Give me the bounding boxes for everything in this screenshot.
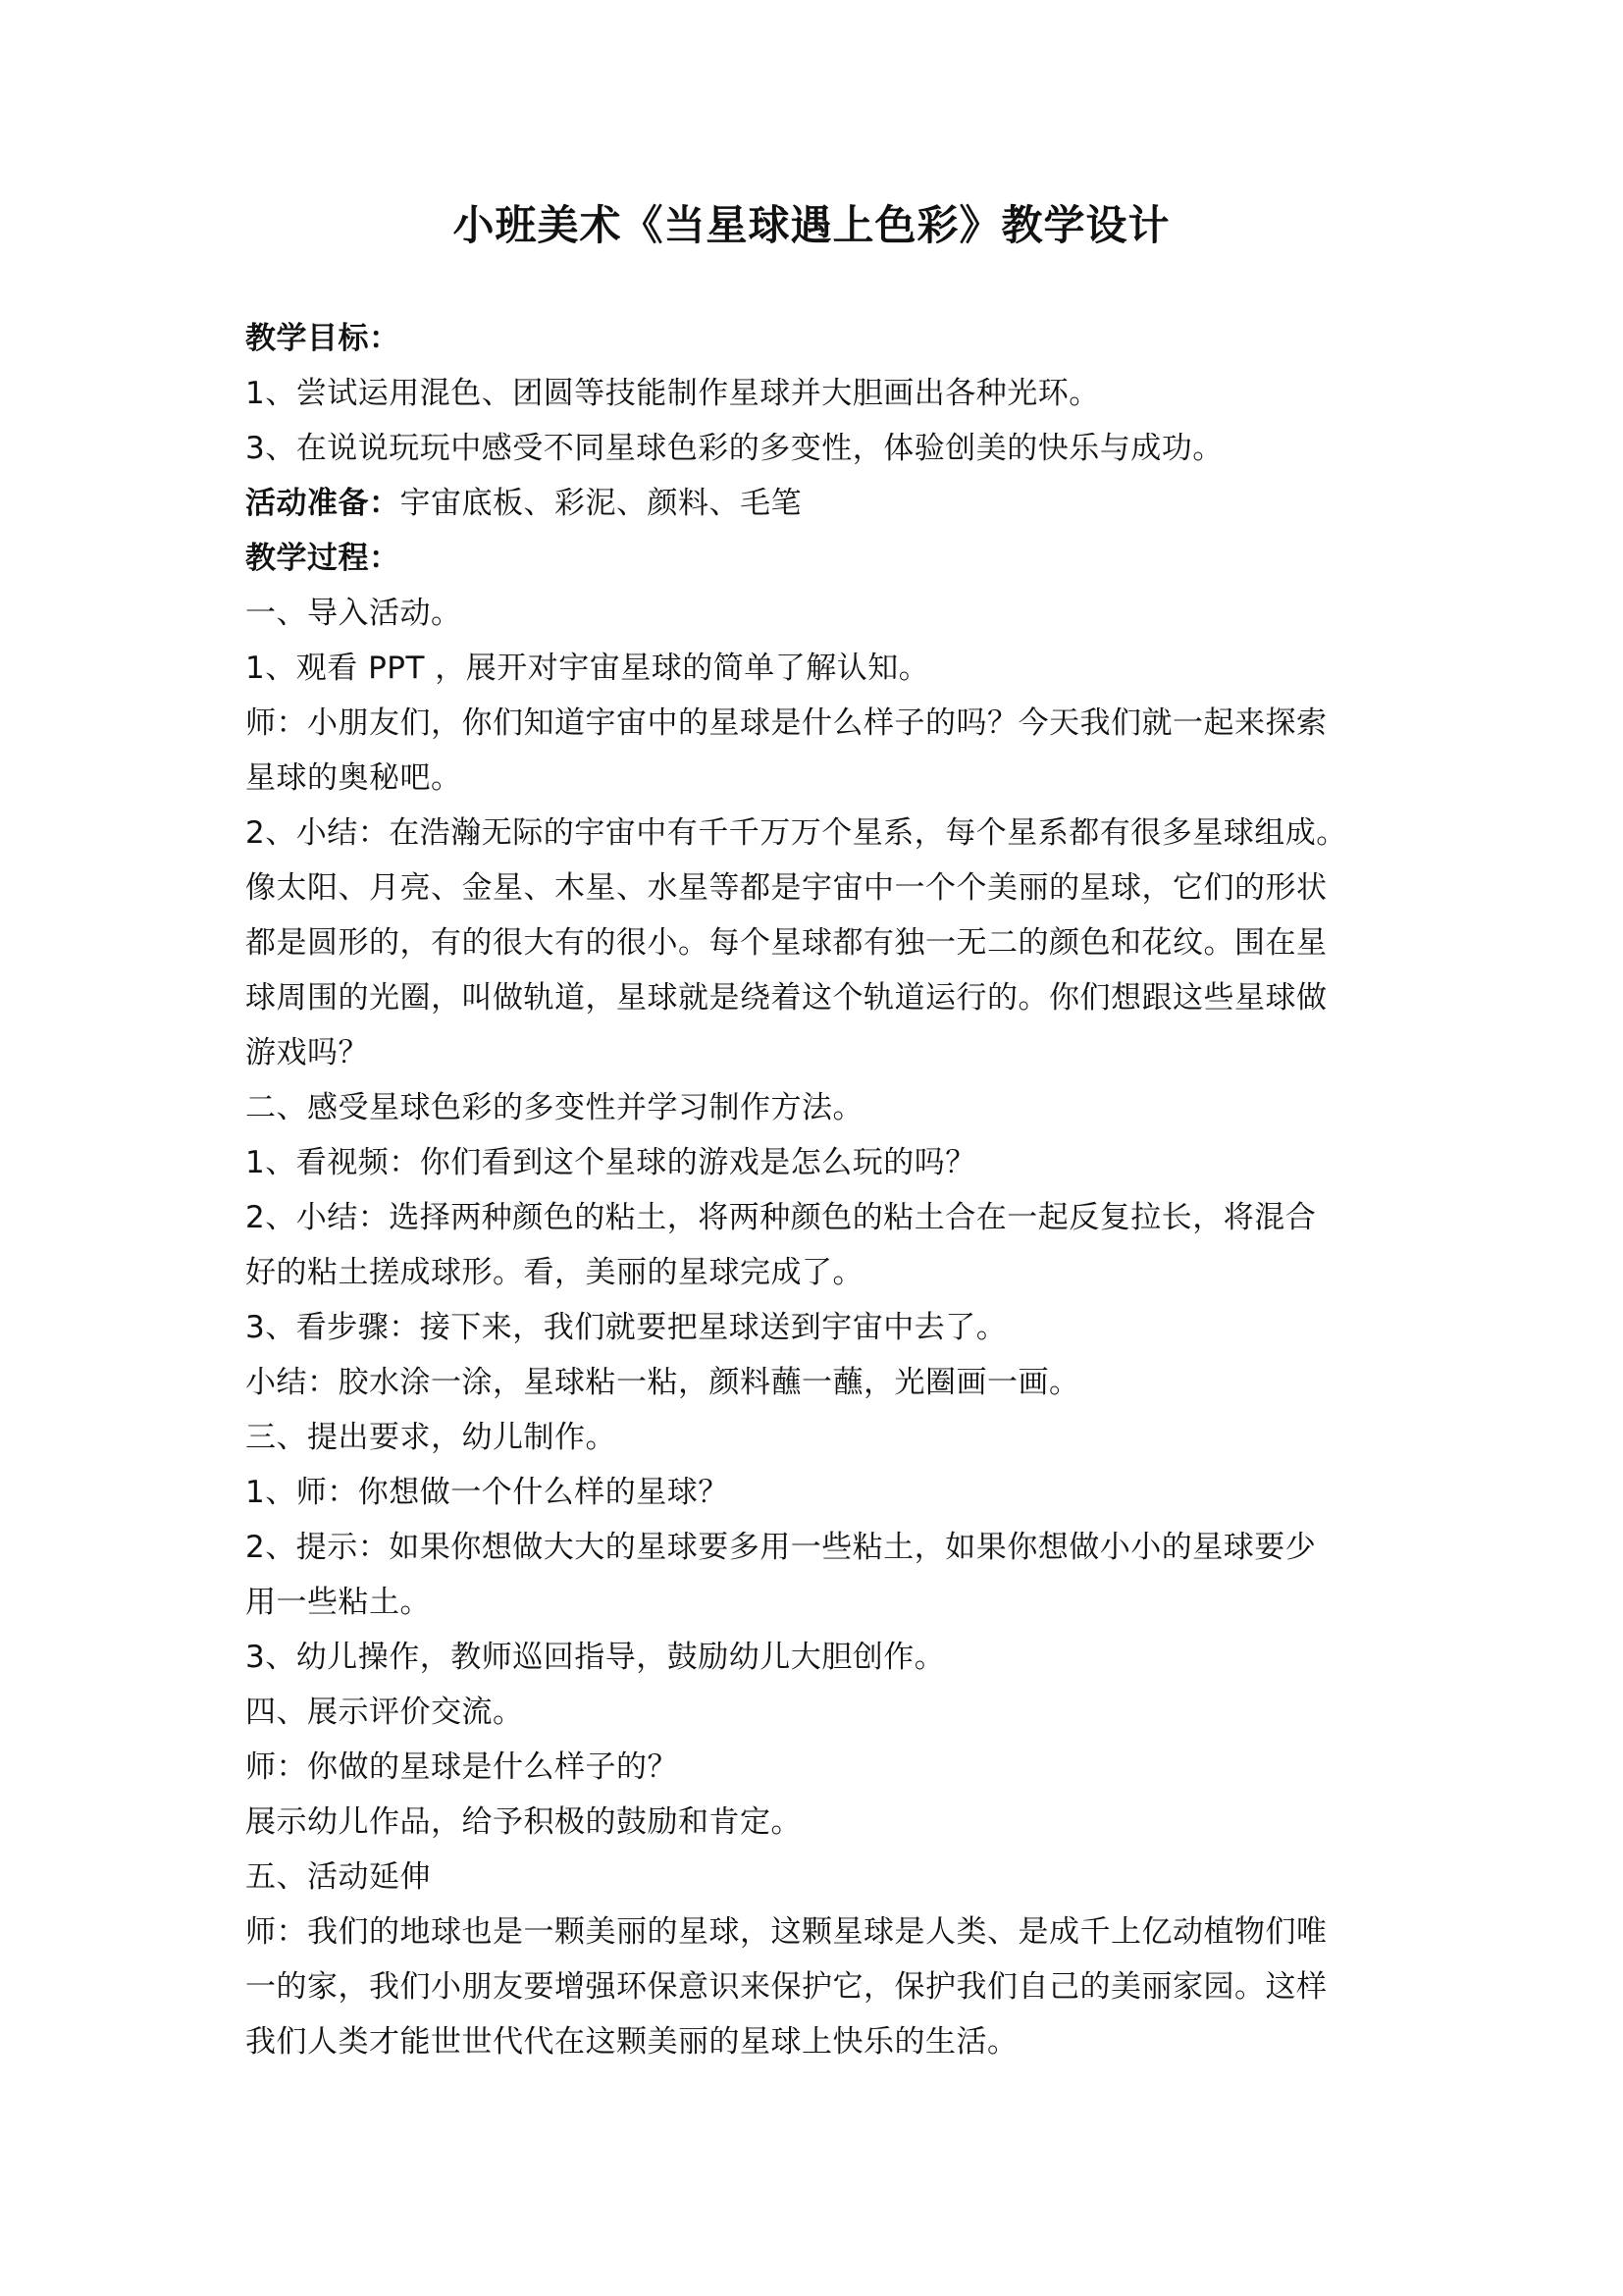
- paragraph-line: 2、小结：在浩瀚无际的宇宙中有千千万万个星系，每个星系都有很多星球组成。: [245, 815, 1347, 851]
- inline-label: 活动准备：: [245, 486, 400, 521]
- paragraph-line: 师：你做的星球是什么样子的？: [245, 1749, 678, 1785]
- paragraph-line: 2、小结：选择两种颜色的粘土，将两种颜色的粘土合在一起反复拉长，将混合: [245, 1200, 1317, 1235]
- paragraph-line: 一的家，我们小朋友要增强环保意识来保护它，保护我们自己的美丽家园。这样: [245, 1969, 1328, 2005]
- paragraph-line: 3、幼儿操作，教师巡回指导，鼓励幼儿大胆创作。: [245, 1640, 946, 1675]
- paragraph-line: 1、看视频：你们看到这个星球的游戏是怎么玩的吗？: [245, 1145, 976, 1180]
- paragraph-line: 师：我们的地球也是一颗美丽的星球，这颗星球是人类、是成千上亿动植物们唯: [245, 1914, 1328, 1950]
- paragraph-line: 1、尝试运用混色、团圆等技能制作星球并大胆画出各种光环。: [245, 376, 1100, 411]
- paragraph-line: 师：小朋友们，你们知道宇宙中的星球是什么样子的吗？今天我们就一起来探索: [245, 705, 1328, 741]
- paragraph-line: 都是圆形的，有的很大有的很小。每个星球都有独一无二的颜色和花纹。围在星: [245, 925, 1328, 961]
- paragraph-line: 像太阳、月亮、金星、木星、水星等都是宇宙中一个个美丽的星球，它们的形状: [245, 870, 1328, 906]
- paragraph-line: 3、在说说玩玩中感受不同星球色彩的多变性，体验创美的快乐与成功。: [245, 431, 1224, 466]
- paragraph-line: 二、感受星球色彩的多变性并学习制作方法。: [245, 1090, 864, 1125]
- paragraph-line: 游戏吗？: [245, 1035, 369, 1070]
- section-heading: 教学目标：: [245, 321, 400, 356]
- paragraph-line: 一、导入活动。: [245, 596, 462, 631]
- paragraph-line: 小结：胶水涂一涂，星球粘一粘，颜料蘸一蘸，光圈画一画。: [245, 1365, 1080, 1400]
- paragraph-line: 2、提示：如果你想做大大的星球要多用一些粘土，如果你想做小小的星球要少: [245, 1530, 1317, 1565]
- inline-text: 宇宙底板、彩泥、颜料、毛笔: [399, 486, 802, 521]
- paragraph-line: 用一些粘土。: [245, 1585, 431, 1620]
- paragraph-line: 我们人类才能世世代代在这颗美丽的星球上快乐的生活。: [245, 2024, 1019, 2060]
- paragraph-line: 球周围的光圈，叫做轨道，星球就是绕着这个轨道运行的。你们想跟这些星球做: [245, 980, 1328, 1016]
- paragraph-line: 好的粘土搓成球形。看，美丽的星球完成了。: [245, 1255, 864, 1290]
- document-title: 小班美术《当星球遇上色彩》教学设计: [452, 201, 1171, 249]
- paragraph-line: 3、看步骤：接下来，我们就要把星球送到宇宙中去了。: [245, 1310, 1008, 1345]
- section-heading: 教学过程：: [245, 541, 400, 576]
- paragraph-line: 1、师：你想做一个什么样的星球？: [245, 1475, 729, 1510]
- paragraph-line: 三、提出要求，幼儿制作。: [245, 1420, 616, 1455]
- paragraph-line: 展示幼儿作品，给予积极的鼓励和肯定。: [245, 1804, 802, 1840]
- paragraph-line: 星球的奥秘吧。: [245, 760, 462, 796]
- paragraph-line: [245, 476, 1413, 531]
- document-body: [245, 311, 1413, 2069]
- paragraph-line: 五、活动延伸: [245, 1859, 431, 1895]
- paragraph-line: 四、展示评价交流。: [245, 1695, 524, 1730]
- paragraph-line: 1、观看 PPT ，展开对宇宙星球的简单了解认知。: [245, 651, 930, 686]
